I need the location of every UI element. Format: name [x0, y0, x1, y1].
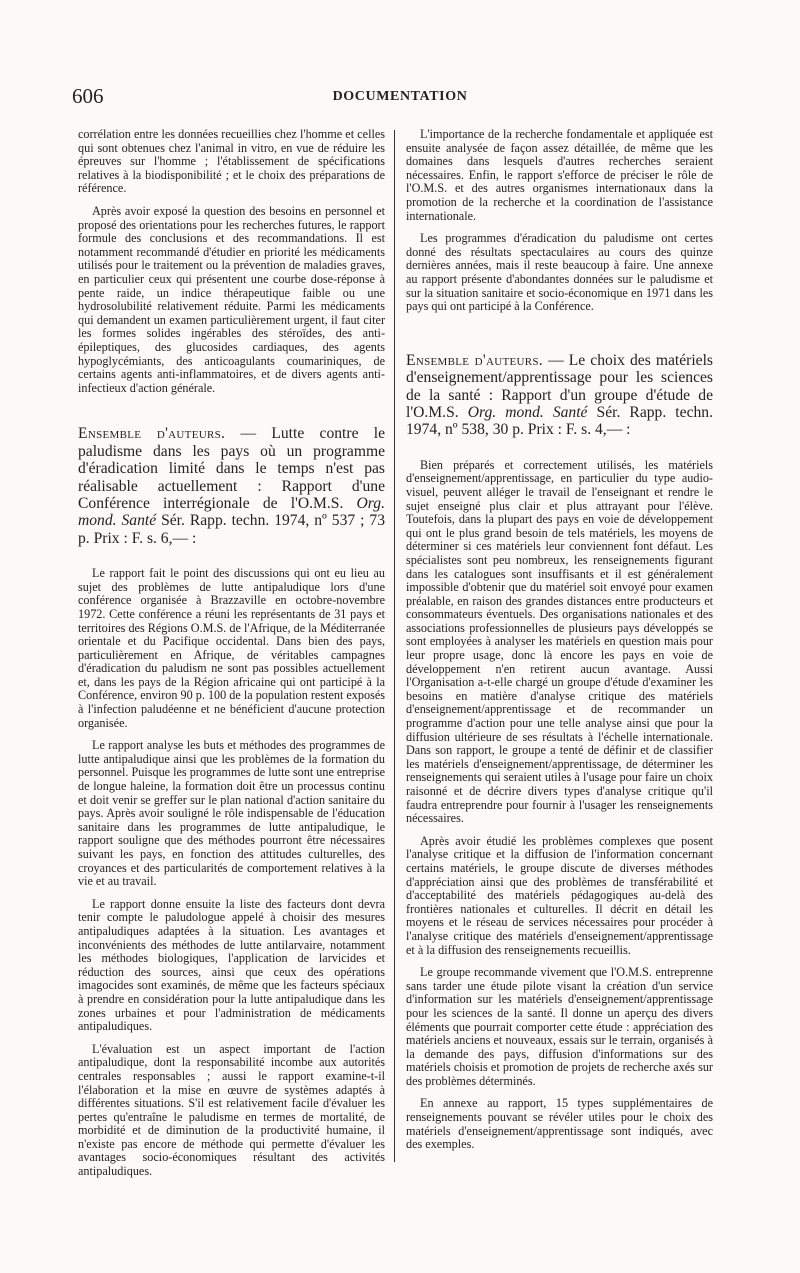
article-title [406, 352, 713, 439]
article-title-text: — Lutte contre le paludisme dans les pays où un programme d'éradication limité dans le temps n'est pas réalisable actuellement : Rapport d'une Conférence interrégionale de l'O.M.S. [78, 425, 386, 512]
page-number: 606 [72, 84, 104, 108]
article-title [78, 425, 385, 547]
article-title-text: — Le choix des matériels d'enseignement/apprentissage pour les sciences de la santé : Rapport d'un groupe d'étude de l'O.M.S. [406, 351, 713, 421]
paragraph: Après avoir exposé la question des besoins en personnel et proposé des orientations pour les recherches futures, le rapport formule des conclusions et des recommandations. Il est notamment recommandé d'étudier en priorité les médicaments utilisés pour le traitement ou la prévention de maladies graves, en particulier ceux qui présentent une courbe dose-réponse à pente raide, un indice thérapeutique faible ou une hydrosolubilité relativement réduite. Parmi les médicaments qui demandent un examen particulièrement urgent, il faut citer les formes solides ingérables des stéroïdes, des anti-épileptiques, des glucosides cardiaques, des agents hypoglycémiants, des anticoagulants coumariniques, de certains agents anti-inflammatoires, et de divers agents anti-infectieux d'action générale. [78, 203, 385, 395]
paragraph: corrélation entre les données recueillies chez l'homme et celles qui sont obtenues chez l'animal in vitro, en vue de réduire les épreuves sur l'homme ; l'établissement de spécifications relatives à la biodisponibilité ; et le choix des préparations de référence. [78, 127, 385, 196]
page-header [72, 84, 728, 108]
column-divider [394, 130, 395, 1162]
article-title-tail: Sér. Rapp. techn. 1974, nº 537 ; 73 p. Prix : F. s. 6,— : [78, 512, 386, 547]
right-column [406, 128, 713, 1161]
paragraph: Les programmes d'éradication du paludisme ont certes donné des résultats spectaculaires au cours des quinze dernières années, mais il reste beaucoup à faire. Une annexe au rapport présente d'abondantes données sur le paludisme et sur la situation sanitaire et socio-économique en 1971 dans les pays qui ont participé à la Conférence. [406, 231, 713, 314]
paragraph: Le rapport analyse les buts et méthodes des programmes de lutte antipaludique ainsi que les problèmes de la formation du personnel. Puisque les programmes de lutte sont une entreprise de longue haleine, la formation doit être un processus continu et doit venir se greffer sur le plan national d'action sanitaire du pays. Après avoir souligné le rôle indispensable de l'éducation sanitaire dans les programmes de lutte antipaludique, le rapport souligne que des méthodes pourront être nécessaires suivant les pays, en fonction des attitudes culturelles, des croyances et des particularités de comportement relatives à la vie et au travail. [78, 738, 385, 889]
paragraph: Le rapport donne ensuite la liste des facteurs dont devra tenir compte le paludologue appelé à choisir des mesures antipaludiques adaptées à la situation. Les avantages et inconvénients des méthodes de lutte antilarvaire, notamment les méthodes biologiques, l'application de larvicides et réduction des sources, ainsi que ceux des opérations imagocides sont examinés, de même que les facteurs spéciaux à prendre en considération pour la lutte antipaludique dans les zones urbaines et pour l'administration de médicaments antipaludiques. [78, 896, 385, 1034]
running-head: DOCUMENTATION [332, 89, 468, 104]
paragraph: Le groupe recommande vivement que l'O.M.S. entreprenne sans tarder une étude pilote visant la création d'un service d'information sur les matériels d'enseignement/apprentissage pour les sciences de la santé. Il donne un aperçu des divers éléments que pourrait comporter cette étude : appréciation des matériels anciens et nouveaux, essais sur le terrain, organisés à la demande des pays, diffusion d'informations sur des matériels choisis et promotion de projets de recherche axés sur des problèmes déterminés. [406, 965, 713, 1088]
paragraph: L'importance de la recherche fondamentale et appliquée est ensuite analysée de façon assez détaillée, de même que les domaines dans lesquels d'autres recherches seraient nécessaires. Enfin, le rapport s'efforce de préciser le rôle de l'O.M.S. et des autres organismes internationaux dans la promotion de la recherche et la coordination de l'assistance internationale. [406, 127, 713, 223]
paragraph: L'évaluation est un aspect important de l'action antipaludique, dont la responsabilité incombe aux autorités centrales responsables ; aussi le rapport examine-t-il l'élaboration et la mise en œuvre de systèmes adaptés à différentes situations. S'il est relativement facile d'évaluer les pertes qu'entraîne le paludisme en termes de mortalité, de morbidité et de diminution de la productivité humaine, il n'existe pas encore de méthode qui permette d'évaluer les avantages socio-économiques résultant des activités antipaludiques. [78, 1041, 385, 1179]
article-author: Ensemble d'auteurs. [406, 351, 544, 369]
article-author: Ensemble d'auteurs. [78, 425, 226, 443]
left-column [78, 128, 385, 1188]
paragraph: En annexe au rapport, 15 types supplémentaires de renseignements pouvant se révéler utiles pour le choix des matériels d'enseignement/apprentissage sont indiqués, avec des exemples. [406, 1096, 713, 1152]
paragraph: Après avoir étudié les problèmes complexes que posent l'analyse critique et la diffusion de l'information concernant certains matériels, le groupe discute de diverses méthodes d'appréciation ainsi que des problèmes de transférabilité et d'acceptabilité des matériels pédagogiques au-delà des frontières nationales et culturelles. Il décrit en détail les moyens et le réseau de services nécessaires pour procéder à l'analyse critique des matériels d'enseignement/apprentissage et à la diffusion des renseignements recueillis. [406, 833, 713, 957]
article-journal: Org. mond. Santé [78, 494, 385, 530]
article-title-tail: Sér. Rapp. techn. 1974, nº 538, 30 p. Prix : F. s. 4,— : [406, 403, 713, 439]
article-journal: Org. mond. Santé [467, 403, 588, 421]
paragraph: Le rapport fait le point des discussions qui ont eu lieu au sujet des problèmes de lutte antipaludique lors d'une conférence organisée à Brazzaville en octobre-novembre 1972. Cette conférence a réuni les représentants de 31 pays et territoires des Régions O.M.S. de l'Afrique, de la Méditerranée orientale et du Pacifique occidental. Dans bien des pays, particulièrement en Afrique, de véritables campagnes d'éradication du paludism ne sont pas possibles actuellement et, dans les pays de la Région africaine qui ont participé à la Conférence, environ 90 p. 100 de la population restent exposés à l'infection paludéenne et ne bénéficient d'aucune protection organisée. [78, 566, 385, 730]
paragraph: Bien préparés et correctement utilisés, les matériels d'enseignement/apprentissage, en particulier du type audio-visuel, peuvent alléger le travail de l'enseignant et rendre le sujet enseigné plus clair et plus attrayant pour l'élève. Toutefois, dans la plupart des pays en voie de développement qui ont le plus grand besoin de tels matériels, les moyens de déterminer si ces matériels leur conviennent font défaut. Les spécialistes sont peu nombreux, les renseignements figurant dans les catalogues sont insuffisants et il est généralement impossible d'obtenir que du matériel soit envoyé pour examen préalable, en raison des grandes distances entre producteurs et consommateurs éventuels. Des organisations nationales et des associations professionnelles de plusieurs pays développés se sont employées à analyser les matériels en question mais pour leur propre usage, donc là encore les pays en voie de développement n'en retirent aucun avantage. Aussi l'Organisation a-t-elle chargé un groupe d'étude d'examiner les besoins en matière d'analyse critique des matériels d'enseignement/apprentissage et de recommander un programme d'action pour une telle analyse ainsi que pour la diffusion ultérieure de ses résultats à l'échelle internationale. Dans son rapport, le groupe a tenté de définir et de classifier les matériels d'enseignement/apprentissage, de déterminer les renseignements qui seraient utiles à l'usage pour faire un choix raisonné et de décrire divers types d'analyse critique qu'il faudra entreprendre pour fournir à l'usager les renseignements nécessaires. [406, 457, 713, 826]
